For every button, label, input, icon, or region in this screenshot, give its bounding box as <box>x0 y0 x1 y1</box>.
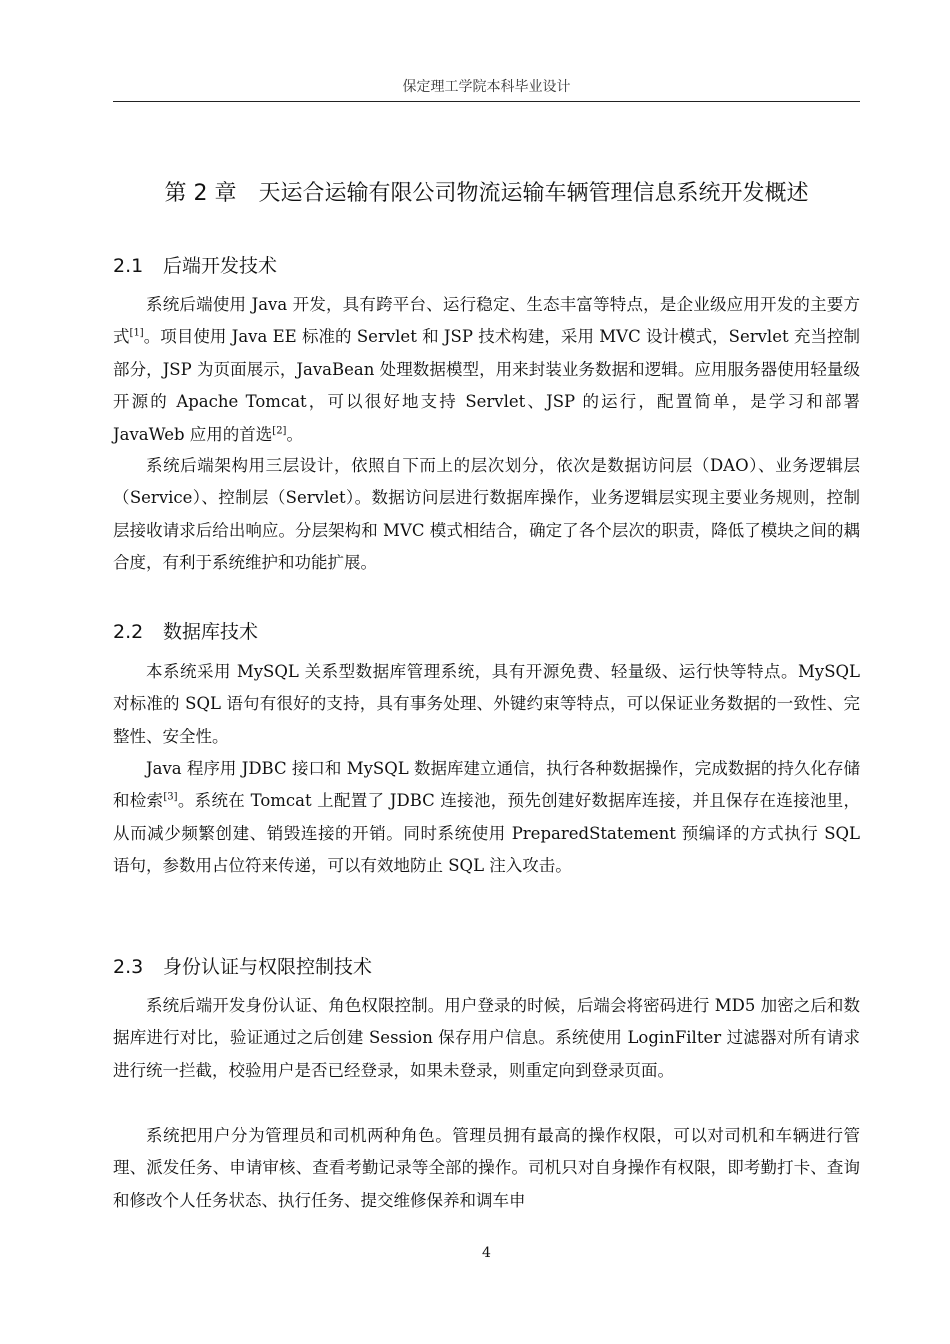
citation-ref: [1] <box>129 327 144 339</box>
paragraph-text: 系统后端使用 Java 开发，具有跨平台、运行稳定、生态丰富等特点，是企业级应用开发的主要方式 <box>113 295 860 347</box>
section-number: 2.1 <box>113 255 144 277</box>
paragraph-text: 。 <box>286 424 303 444</box>
section-number: 2.3 <box>113 956 144 978</box>
paragraph <box>113 289 860 451</box>
section-heading-2-2 <box>113 618 860 646</box>
paragraph-text: Java 程序用 JDBC 接口和 MySQL 数据库建立通信，执行各种数据操作，完成数据的持久化存储和检索 <box>113 759 860 811</box>
section-title: 数据库技术 <box>163 621 259 643</box>
paragraph: 系统后端架构用三层设计，依照自下而上的层次划分，依次是数据访问层（DAO）、业务逻辑层（Service）、控制层（Servlet）。数据访问层进行数据库操作，业务逻辑层实现主要业务规则，控制层接收请求后给出响应。分层架构和 MVC 模式相结合，确定了各个层次的职责，降低了模块之间的耦合度，有利于系统维护和功能扩展。 <box>113 456 860 573</box>
chapter-title: 第 2 章 天运合运输有限公司物流运输车辆管理信息系统开发概述 <box>164 181 809 206</box>
section-heading-2-3 <box>113 953 860 981</box>
paragraph-text: 。项目使用 Java EE 标准的 Servlet 和 JSP 技术构建，采用 MVC 设计模式，Servlet 充当控制部分，JSP 为页面展示，JavaBean 处理数据模型，用来封装业务数据和逻辑。应用服务器使用轻量级开源的 Apache Tomcat，可以很好地支持 Servlet、JSP 的运行，配置简单，是学习和部署 JavaWeb 应用的首选 <box>113 327 860 444</box>
paragraph-text: 。系统在 Tomcat 上配置了 JDBC 连接池，预先创建好数据库连接，并且保存在连接池里，从而减少频繁创建、销毁连接的开销。同时系统使用 PreparedStatement 预编译的方式执行 SQL 语句，参数用占位符来传递，可以有效地防止 SQL 注入攻击。 <box>113 791 860 876</box>
running-header: 保定理工学院本科毕业设计 <box>113 76 860 102</box>
paragraph: 系统后端开发身份认证、角色权限控制。用户登录的时候，后端会将密码进行 MD5 加密之后和数据库进行对比，验证通过之后创建 Session 保存用户信息。系统使用 LoginFilter 过滤器对所有请求进行统一拦截，校验用户是否已经登录，如果未登录，则重定向到登录页面。 <box>113 996 860 1080</box>
page-number: 4 <box>482 1245 491 1261</box>
section-heading-2-1 <box>113 252 860 280</box>
citation-ref: [3] <box>163 791 178 803</box>
paragraph: 系统把用户分为管理员和司机两种角色。管理员拥有最高的操作权限，可以对司机和车辆进行管理、派发任务、申请审核、查看考勤记录等全部的操作。司机只对自身操作有权限，即考勤打卡、查询和修改个人任务状态、执行任务、提交维修保养和调车申 <box>113 1126 860 1210</box>
citation-ref: [2] <box>272 425 287 437</box>
section-title: 身份认证与权限控制技术 <box>163 956 373 978</box>
section-number: 2.2 <box>113 621 144 643</box>
section-title: 后端开发技术 <box>163 255 278 277</box>
paragraph: 本系统采用 MySQL 关系型数据库管理系统，具有开源免费、轻量级、运行快等特点。MySQL 对标准的 SQL 语句有很好的支持，具有事务处理、外键约束等特点，可以保证业务数据的一致性、完整性、安全性。 <box>113 662 860 746</box>
paragraph <box>113 753 860 883</box>
